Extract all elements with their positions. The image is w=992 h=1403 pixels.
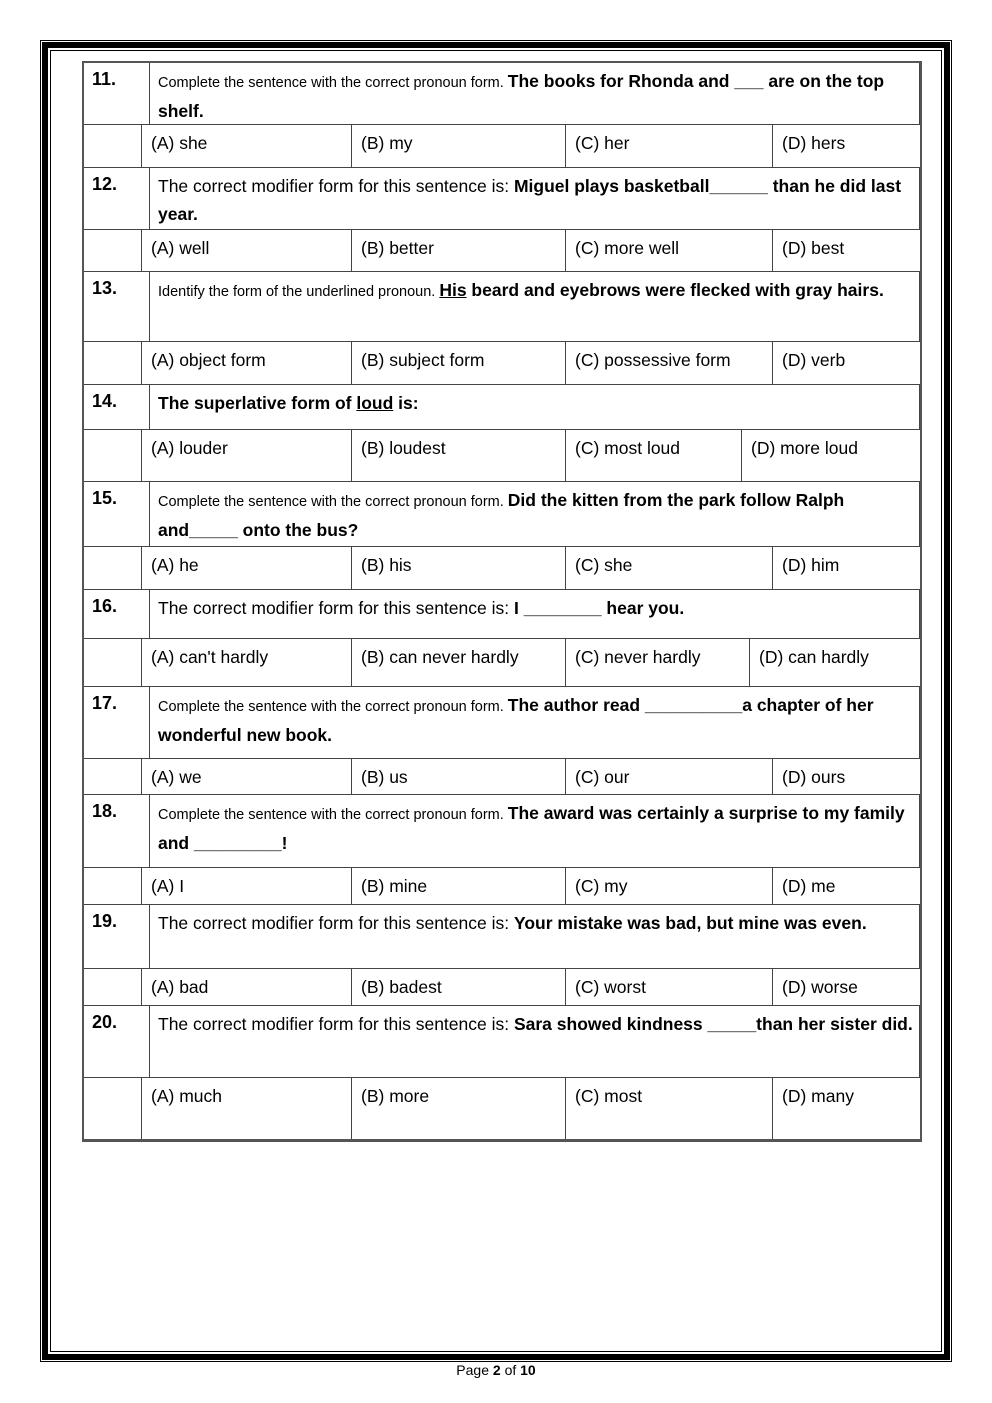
question-number: 17. <box>84 687 150 758</box>
options-row <box>84 230 920 272</box>
question-text <box>150 905 920 968</box>
question-number: 11. <box>84 63 150 124</box>
answer-option[interactable]: (D) verb <box>782 350 846 370</box>
page-number: 2 <box>492 1362 501 1378</box>
question-text-segment: Did the kitten from the park follow Ralph and_____ onto the bus? <box>158 490 845 540</box>
answer-option[interactable]: (B) mine <box>352 868 566 904</box>
question-text-segment: Your mistake was bad, but mine was even. <box>513 913 867 933</box>
options-spacer <box>84 342 142 384</box>
answer-option[interactable]: (A) we <box>142 759 352 794</box>
answer-option[interactable]: (C) possessive form <box>566 342 773 384</box>
question-text <box>150 1006 920 1077</box>
page-total: 10 <box>520 1362 536 1378</box>
options-spacer <box>84 868 142 904</box>
question-text-segment: Miguel plays basketball______ than he did last year. <box>158 176 902 224</box>
answer-option[interactable]: (B) my <box>352 125 566 167</box>
answer-option[interactable]: (B) can never hardly <box>352 639 566 686</box>
question-row <box>84 795 920 868</box>
answer-option[interactable]: (C) my <box>566 868 773 904</box>
question-text <box>150 482 920 546</box>
question-number: 15. <box>84 482 150 546</box>
question-text <box>150 385 920 429</box>
question-text <box>150 795 920 867</box>
question-row <box>84 272 920 342</box>
options-spacer <box>84 230 142 271</box>
options-spacer <box>84 759 142 794</box>
answer-option[interactable]: (C) never hardly <box>566 639 750 686</box>
question-text-segment: His <box>439 280 467 300</box>
question-row <box>84 1006 920 1078</box>
answer-option[interactable]: (A) can't hardly <box>142 639 352 686</box>
question-number: 20. <box>84 1006 150 1077</box>
question-text-segment: Sara showed kindness _____than her sister did. <box>513 1014 913 1034</box>
question-text-segment: The correct modifier form for this sentence is: <box>158 176 514 196</box>
answer-option[interactable]: (C) she <box>566 547 773 589</box>
answer-option[interactable]: (D) more loud <box>751 438 858 458</box>
question-number: 16. <box>84 590 150 638</box>
answer-option[interactable]: (D) worse <box>782 977 858 997</box>
answer-option[interactable]: (A) bad <box>142 969 352 1005</box>
options-row <box>84 547 920 590</box>
answer-option[interactable]: (D) ours <box>782 767 846 787</box>
options-spacer <box>84 639 142 686</box>
answer-option[interactable]: (A) much <box>142 1078 352 1139</box>
options-spacer <box>84 547 142 589</box>
question-row <box>84 905 920 969</box>
answer-option[interactable]: (C) worst <box>566 969 773 1005</box>
answer-option[interactable]: (D) him <box>782 555 840 575</box>
answer-option[interactable]: (D) best <box>782 238 845 258</box>
question-row <box>84 687 920 759</box>
options-spacer <box>84 969 142 1005</box>
question-text-segment: beard and eyebrows were flecked with gray hairs. <box>466 280 884 300</box>
options-row <box>84 759 920 795</box>
answer-option[interactable]: (B) better <box>352 230 566 271</box>
answer-option[interactable]: (B) his <box>352 547 566 589</box>
question-number: 18. <box>84 795 150 867</box>
question-text <box>150 63 920 124</box>
answer-option[interactable]: (D) me <box>782 876 836 896</box>
options-row <box>84 969 920 1006</box>
question-text <box>150 687 920 758</box>
answer-option[interactable]: (C) more well <box>566 230 773 271</box>
answer-option[interactable]: (C) our <box>566 759 773 794</box>
answer-option[interactable]: (C) most <box>566 1078 773 1139</box>
question-text-segment: The correct modifier form for this sentence is: <box>158 598 514 618</box>
question-number: 13. <box>84 272 150 341</box>
question-text-segment: Complete the sentence with the correct pronoun form. <box>158 494 508 510</box>
of-label: of <box>504 1362 517 1378</box>
question-text-segment: is: <box>393 393 419 413</box>
question-number: 19. <box>84 905 150 968</box>
options-row <box>84 639 920 687</box>
answer-option[interactable]: (B) subject form <box>352 342 566 384</box>
options-row <box>84 1078 920 1139</box>
answer-option[interactable]: (B) more <box>352 1078 566 1139</box>
question-text-segment: The award was certainly a surprise to my family and _________! <box>158 803 905 853</box>
question-row <box>84 590 920 639</box>
question-text-segment: The superlative form of <box>158 393 357 413</box>
question-text-segment: The author read __________a chapter of her wonderful new book. <box>158 695 874 745</box>
question-row <box>84 482 920 547</box>
page-footer <box>0 1362 992 1378</box>
answer-option[interactable]: (C) most loud <box>566 430 742 481</box>
answer-option[interactable]: (B) us <box>352 759 566 794</box>
question-number: 14. <box>84 385 150 429</box>
questions-table <box>82 61 922 1142</box>
options-spacer <box>84 125 142 167</box>
question-text-segment: The correct modifier form for this sentence is: <box>158 913 514 933</box>
question-text-segment: The correct modifier form for this sentence is: <box>158 1014 514 1034</box>
answer-option[interactable]: (D) many <box>782 1086 854 1106</box>
question-text <box>150 590 920 638</box>
options-spacer <box>84 1078 142 1139</box>
question-text-segment: Complete the sentence with the correct pronoun form. <box>158 75 508 91</box>
question-text-segment: I ________ hear you. <box>513 598 685 618</box>
question-text-segment: Complete the sentence with the correct pronoun form. <box>158 699 508 715</box>
options-row <box>84 342 920 385</box>
answer-option[interactable]: (A) I <box>142 868 352 904</box>
question-text-segment: loud <box>356 393 394 413</box>
question-text <box>150 168 920 229</box>
question-row <box>84 168 920 230</box>
question-number: 12. <box>84 168 150 229</box>
question-row <box>84 63 920 125</box>
answer-option[interactable]: (A) object form <box>142 342 352 384</box>
answer-option[interactable]: (A) he <box>142 547 352 589</box>
answer-option[interactable]: (A) she <box>142 125 352 167</box>
question-row <box>84 385 920 430</box>
answer-option[interactable]: (D) can hardly <box>759 647 869 667</box>
question-text-segment: Identify the form of the underlined pronoun. <box>158 284 440 300</box>
answer-option[interactable]: (A) well <box>142 230 352 271</box>
answer-option[interactable]: (B) badest <box>352 969 566 1005</box>
options-row <box>84 868 920 905</box>
options-spacer <box>84 430 142 481</box>
options-row <box>84 430 920 482</box>
question-text <box>150 272 920 341</box>
page-label: Page <box>456 1362 489 1378</box>
answer-option[interactable]: (A) louder <box>142 430 352 481</box>
answer-option[interactable]: (C) her <box>566 125 773 167</box>
answer-option[interactable]: (B) loudest <box>352 430 566 481</box>
options-row <box>84 125 920 168</box>
answer-option[interactable]: (D) hers <box>782 133 846 153</box>
question-text-segment: Complete the sentence with the correct pronoun form. <box>158 807 508 823</box>
question-text-segment: The books for Rhonda and ___ are on the top shelf. <box>158 71 885 121</box>
